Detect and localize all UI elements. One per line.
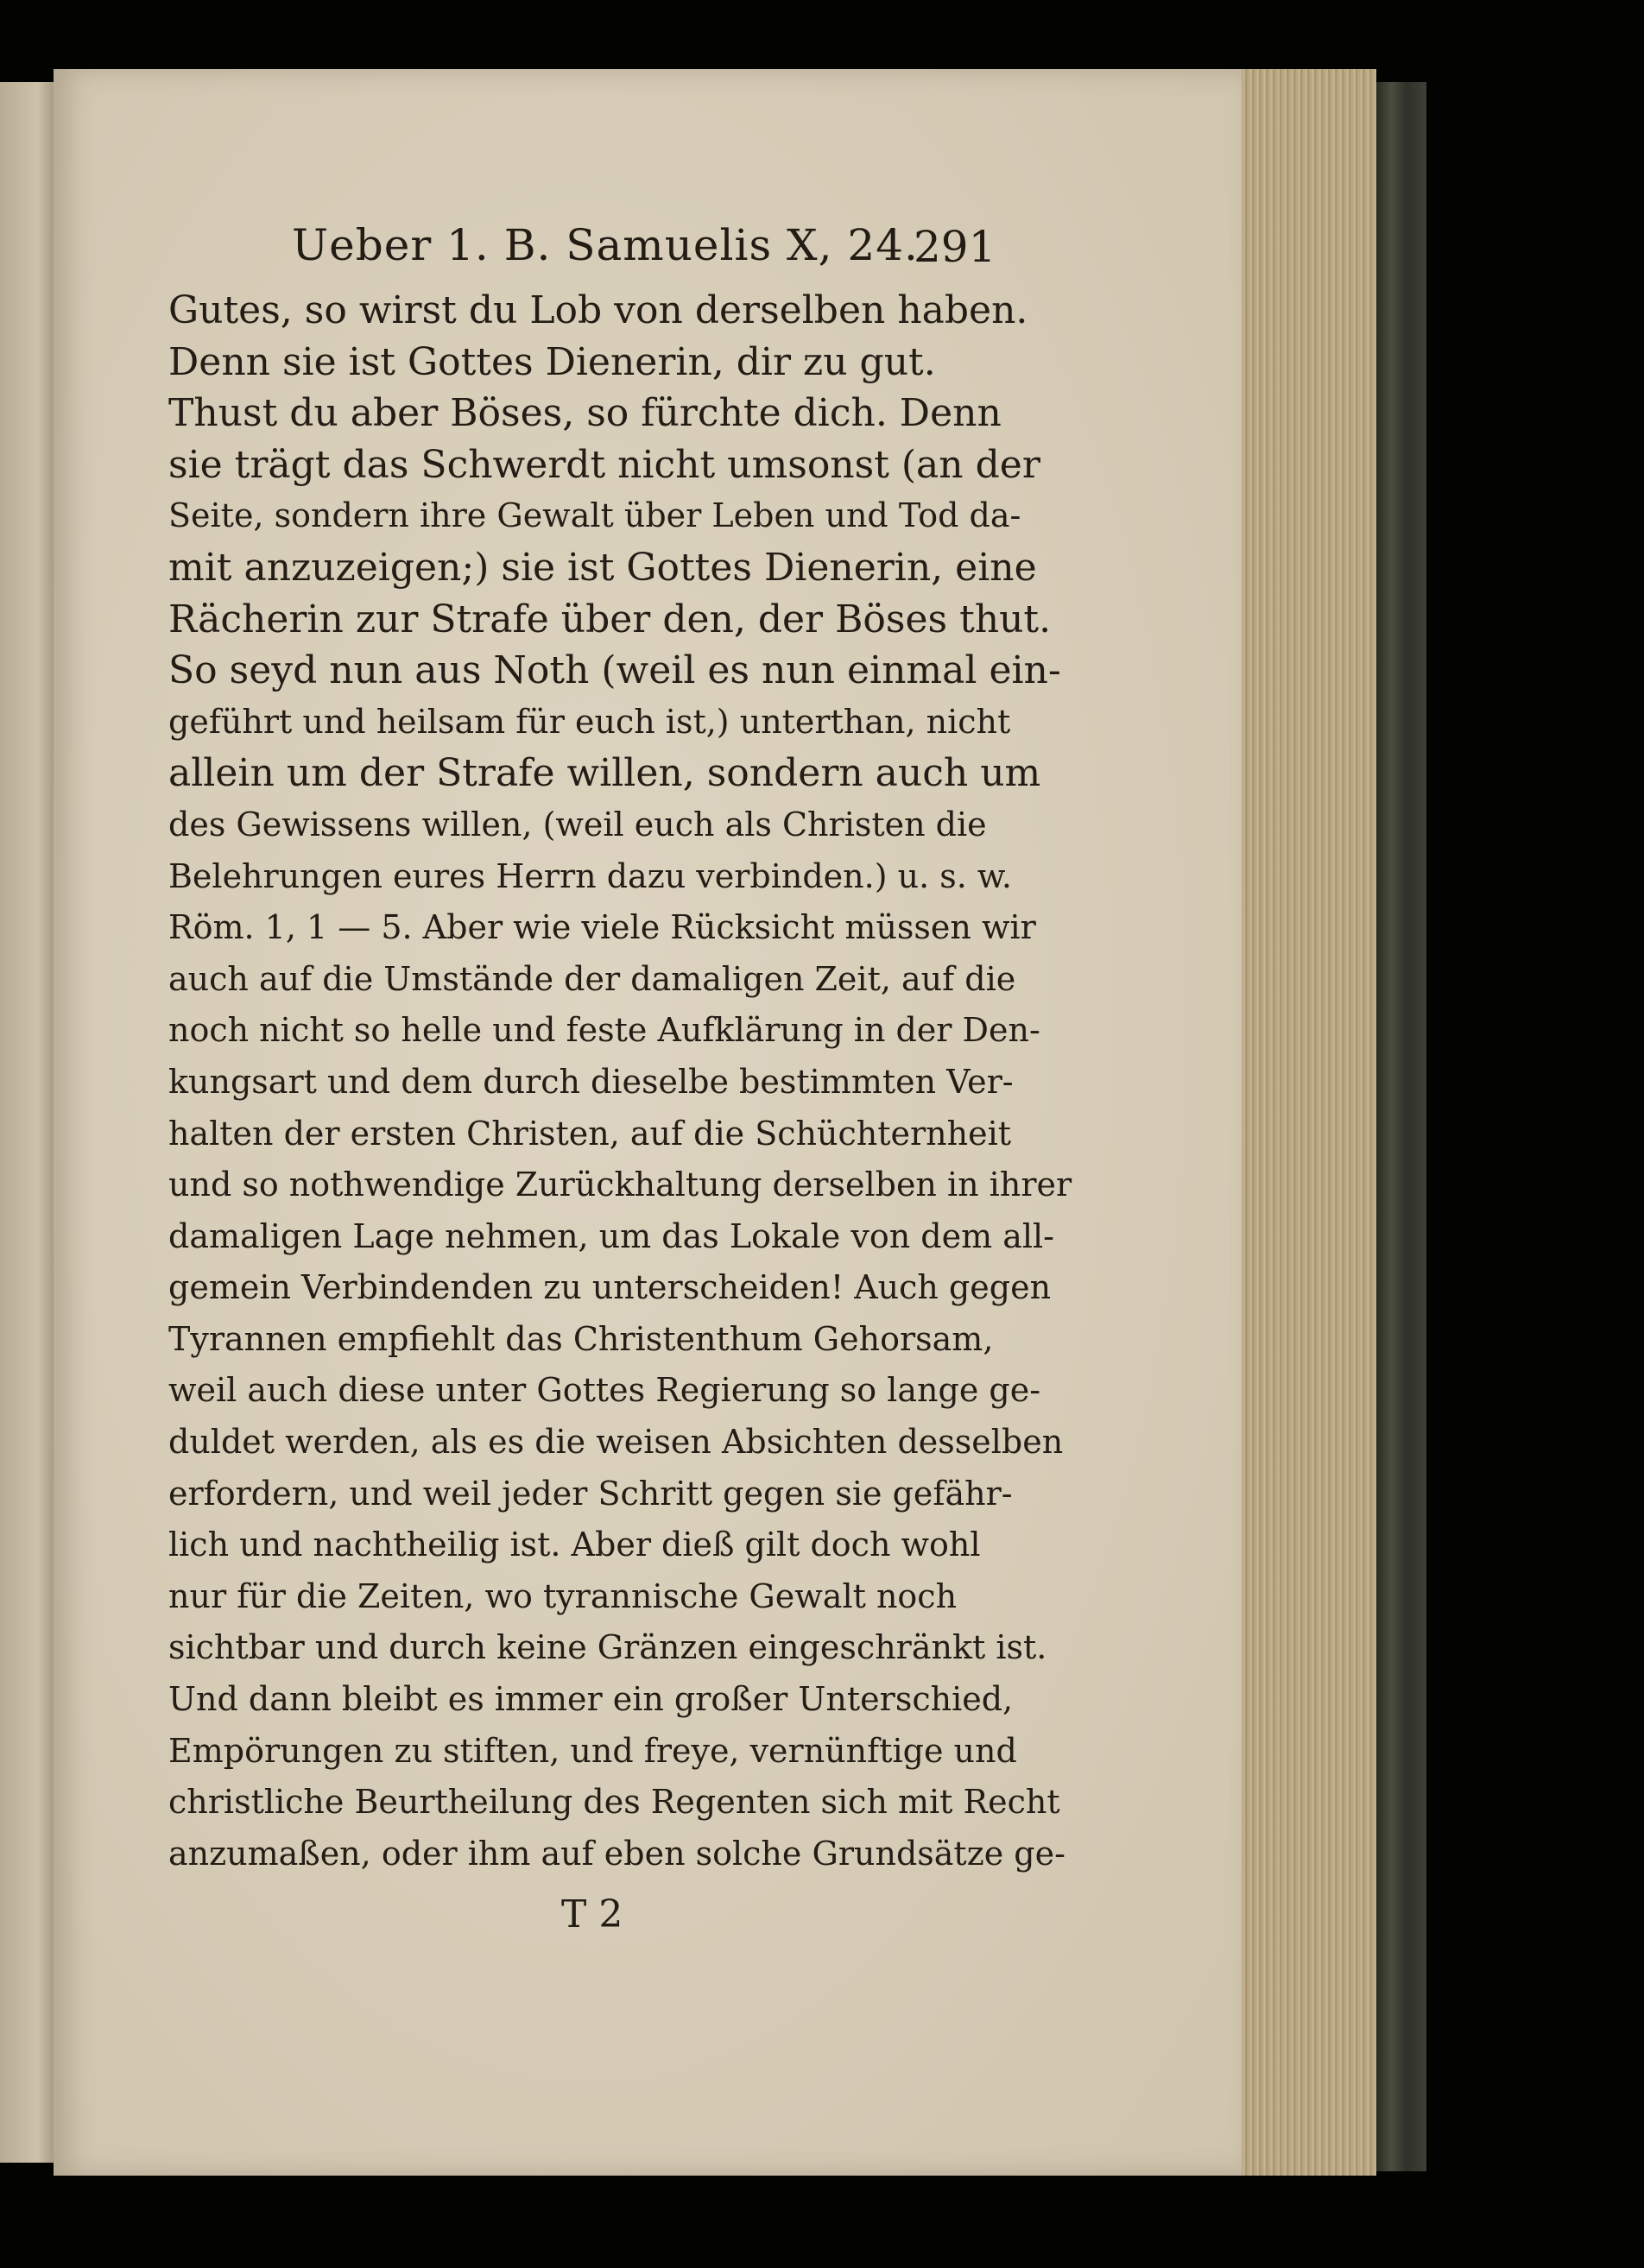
- text-line: So seyd nun aus Noth (weil es nun einmal ein-: [168, 648, 1061, 693]
- running-header: [0, 220, 1644, 272]
- text-line: Und dann bleibt es immer ein großer Unterschied,: [168, 1680, 1014, 1719]
- text-line: und so nothwendige Zurückhaltung derselben in ihrer: [168, 1166, 1072, 1204]
- text-line: Rächerin zur Strafe über den, der Böses thut.: [168, 597, 1052, 641]
- header-title: Ueber 1. B. Samuelis X, 24.: [292, 220, 919, 270]
- text-line: halten der ersten Christen, auf die Schüchternheit: [168, 1114, 1011, 1153]
- text-line: Denn sie ist Gottes Dienerin, dir zu gut.: [168, 339, 936, 384]
- text-line: mit anzuzeigen;) sie ist Gottes Dienerin, eine: [168, 545, 1037, 590]
- text-line: allein um der Strafe willen, sondern auch um: [168, 751, 1041, 796]
- text-line: geführt und heilsam für euch ist,) unterthan, nicht: [168, 702, 1011, 741]
- text-line: lich und nachtheilig ist. Aber dieß gilt doch wohl: [168, 1526, 981, 1564]
- text-line: weil auch diese unter Gottes Regierung so lange ge-: [168, 1371, 1041, 1410]
- text-line: Gutes, so wirst du Lob von derselben haben.: [168, 288, 1028, 332]
- text-line: duldet werden, als es die weisen Absichten desselben: [168, 1423, 1064, 1462]
- text-line: Seite, sondern ihre Gewalt über Leben und Tod da-: [168, 496, 1021, 535]
- page-number: 291: [914, 222, 996, 272]
- text-line: sie trägt das Schwerdt nicht umsonst (an der: [168, 442, 1040, 487]
- text-line: Tyrannen empfiehlt das Christenthum Gehorsam,: [168, 1319, 994, 1358]
- book-cover: [1376, 82, 1426, 2171]
- text-line: kungsart und dem durch dieselbe bestimmten Ver-: [168, 1062, 1014, 1101]
- text-line: noch nicht so helle und feste Aufklärung in der Den-: [168, 1011, 1040, 1050]
- text-line: sichtbar und durch keine Gränzen eingeschränkt ist.: [168, 1628, 1047, 1667]
- text-line: anzumaßen, oder ihm auf eben solche Grundsätze ge-: [168, 1834, 1065, 1873]
- previous-page-edge: [0, 82, 54, 2163]
- text-line: erfordern, und weil jeder Schritt gegen sie gefähr-: [168, 1474, 1013, 1513]
- text-line: Thust du aber Böses, so fürchte dich. Denn: [168, 391, 1002, 436]
- text-line: Belehrungen eures Herrn dazu verbinden.) u. s. w.: [168, 856, 1012, 895]
- signature-mark: T 2: [561, 1892, 623, 1936]
- text-line: auch auf die Umstände der damaligen Zeit, auf die: [168, 959, 1016, 998]
- text-line: Empörungen zu stiften, und freye, vernünftige und: [168, 1731, 1017, 1770]
- text-line: christliche Beurtheilung des Regenten sich mit Recht: [168, 1783, 1060, 1822]
- page-edges: [1242, 69, 1376, 2176]
- text-line: des Gewissens willen, (weil euch als Christen die: [168, 805, 987, 843]
- text-line: damaligen Lage nehmen, um das Lokale von dem all-: [168, 1216, 1054, 1255]
- body-text: [168, 285, 1072, 1879]
- text-line: Röm. 1, 1 — 5. Aber wie viele Rücksicht müssen wir: [168, 908, 1036, 947]
- text-line: nur für die Zeiten, wo tyrannische Gewalt noch: [168, 1576, 958, 1615]
- text-line: gemein Verbindenden zu unterscheiden! Auch gegen: [168, 1268, 1052, 1307]
